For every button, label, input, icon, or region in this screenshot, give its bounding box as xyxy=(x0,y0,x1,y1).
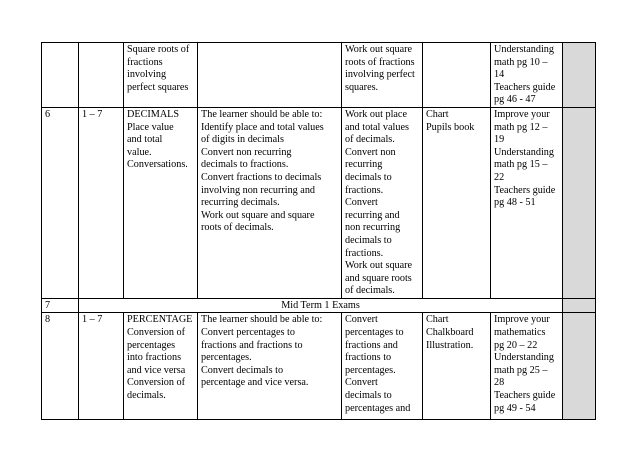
table-row xyxy=(42,107,596,298)
activities-line: fractions to xyxy=(345,352,392,364)
objectives-line: decimals to fractions. xyxy=(201,159,289,171)
activities-line: fractions. xyxy=(345,247,384,259)
references-cell xyxy=(491,313,563,420)
topic-line: Square roots of xyxy=(127,44,190,55)
resources-cell xyxy=(423,107,491,298)
activities-line: percentages. xyxy=(345,364,396,376)
resources-line: Illustration. xyxy=(426,339,474,351)
objectives-line: Identify place and total values xyxy=(201,121,324,133)
resources-line: Pupils book xyxy=(426,121,475,133)
topic-line: fractions xyxy=(127,56,163,68)
topic-cell xyxy=(124,313,198,420)
topic-line: Conversion of xyxy=(127,377,186,389)
topic-line: DECIMALS xyxy=(127,108,180,120)
references-line: Improve your xyxy=(494,314,550,326)
topic-line: perfect squares xyxy=(127,81,189,93)
activities-line: of decimals. xyxy=(345,285,395,297)
activities-line: and total values xyxy=(345,121,409,133)
references-line: pg 49 - 54 xyxy=(494,402,536,414)
resources-cell xyxy=(423,43,491,108)
topic-line: involving xyxy=(127,69,167,81)
topic-line: value. xyxy=(127,146,152,158)
activities-line: squares. xyxy=(345,81,379,93)
objectives-line: of digits in decimals xyxy=(201,134,284,146)
topic-line: Place value xyxy=(127,121,174,133)
objectives-cell xyxy=(198,43,342,108)
topic-line: PERCENTAGE xyxy=(127,314,193,326)
references-line: math pg 15 – xyxy=(494,159,548,171)
week-cell: 8 xyxy=(42,313,79,420)
resources-cell xyxy=(423,313,491,420)
activities-line: fractions. xyxy=(345,184,384,196)
table-row xyxy=(42,43,596,108)
activities-line: percentages and xyxy=(345,402,411,414)
activities-line: Convert xyxy=(345,377,378,389)
table-row xyxy=(42,298,596,313)
activities-line: Work out square xyxy=(345,44,413,55)
references-cell xyxy=(491,107,563,298)
lesson-cell: 1 – 7 xyxy=(79,107,124,298)
references-line: Understanding xyxy=(494,44,554,55)
objectives-line: Work out square and square xyxy=(201,209,315,221)
references-line: pg 46 - 47 xyxy=(494,94,536,106)
objectives-line: roots of decimals. xyxy=(201,222,274,234)
objectives-line: involving non recurring and xyxy=(201,184,316,196)
activities-line: and square roots xyxy=(345,272,412,284)
activities-line: Convert xyxy=(345,314,378,326)
activities-line: Convert non xyxy=(345,146,396,158)
topic-line: decimals. xyxy=(127,390,166,402)
topic-line: Conversations. xyxy=(127,159,188,171)
topic-cell xyxy=(124,107,198,298)
objectives-line: Convert percentages to xyxy=(201,327,295,339)
references-line: Improve your xyxy=(494,108,550,120)
topic-line: Conversion of xyxy=(127,327,186,339)
references-line: pg 48 - 51 xyxy=(494,197,536,209)
references-line: math pg 25 – xyxy=(494,364,548,376)
objectives-line: percentage and vice versa. xyxy=(201,377,309,389)
activities-cell xyxy=(342,107,423,298)
references-line: math pg 12 – xyxy=(494,121,548,133)
table-row xyxy=(42,313,596,420)
references-cell xyxy=(491,43,563,108)
remarks-cell xyxy=(563,107,596,298)
week-cell xyxy=(42,43,79,108)
week-cell: 6 xyxy=(42,107,79,298)
objectives-line: The learner should be able to: xyxy=(201,108,323,120)
activities-line: Work out place xyxy=(345,108,407,120)
objectives-line: Convert fractions to decimals xyxy=(201,171,322,183)
topic-line: and total xyxy=(127,134,163,146)
activities-cell xyxy=(342,313,423,420)
week-cell: 7 xyxy=(42,298,79,313)
objectives-line: Convert decimals to xyxy=(201,364,284,376)
references-line: Understanding xyxy=(494,352,554,364)
activities-line: decimals to xyxy=(345,171,392,183)
references-line: math pg 10 – xyxy=(494,56,548,68)
references-line: Teachers guide xyxy=(494,81,556,93)
objectives-line: percentages. xyxy=(201,352,252,364)
references-line: Teachers guide xyxy=(494,390,556,402)
activities-line: roots of fractions xyxy=(345,56,415,68)
references-line: Teachers guide xyxy=(494,184,556,196)
topic-line: and vice versa xyxy=(127,364,186,376)
references-line: mathematics xyxy=(494,327,546,339)
remarks-cell xyxy=(563,43,596,108)
activities-line: fractions and xyxy=(345,339,398,351)
references-line: pg 20 – 22 xyxy=(494,339,538,351)
lesson-cell: 1 – 7 xyxy=(79,313,124,420)
activities-line: decimals to xyxy=(345,234,392,246)
lesson-cell xyxy=(79,43,124,108)
topic-cell xyxy=(124,43,198,108)
activities-cell xyxy=(342,43,423,108)
activities-line: percentages to xyxy=(345,327,404,339)
midterm-exams-cell: Mid Term 1 Exams xyxy=(79,298,563,313)
topic-line: percentages xyxy=(127,339,176,351)
activities-line: involving perfect xyxy=(345,69,415,81)
references-line: 28 xyxy=(494,377,505,389)
references-line: 14 xyxy=(494,69,505,81)
activities-line: recurring and xyxy=(345,209,400,221)
activities-line: Convert xyxy=(345,197,378,209)
resources-line: Chalkboard xyxy=(426,327,474,339)
objectives-cell xyxy=(198,313,342,420)
references-line: 19 xyxy=(494,134,505,146)
objectives-cell xyxy=(198,107,342,298)
objectives-line: fractions and fractions to xyxy=(201,339,303,351)
remarks-cell xyxy=(563,313,596,420)
topic-line: into fractions xyxy=(127,352,182,364)
scheme-of-work-table xyxy=(41,42,596,420)
resources-line: Chart xyxy=(426,108,449,120)
activities-line: Work out square xyxy=(345,260,413,272)
references-line: Understanding xyxy=(494,146,554,158)
activities-line: of decimals. xyxy=(345,134,395,146)
objectives-line: recurring decimals. xyxy=(201,197,280,209)
references-line: 22 xyxy=(494,171,505,183)
activities-line: decimals to xyxy=(345,390,392,402)
objectives-line: The learner should be able to: xyxy=(201,314,323,326)
objectives-line: Convert non recurring xyxy=(201,146,292,158)
remarks-cell xyxy=(563,298,596,313)
activities-line: non recurring xyxy=(345,222,401,234)
activities-line: recurring xyxy=(345,159,383,171)
resources-line: Chart xyxy=(426,314,449,326)
